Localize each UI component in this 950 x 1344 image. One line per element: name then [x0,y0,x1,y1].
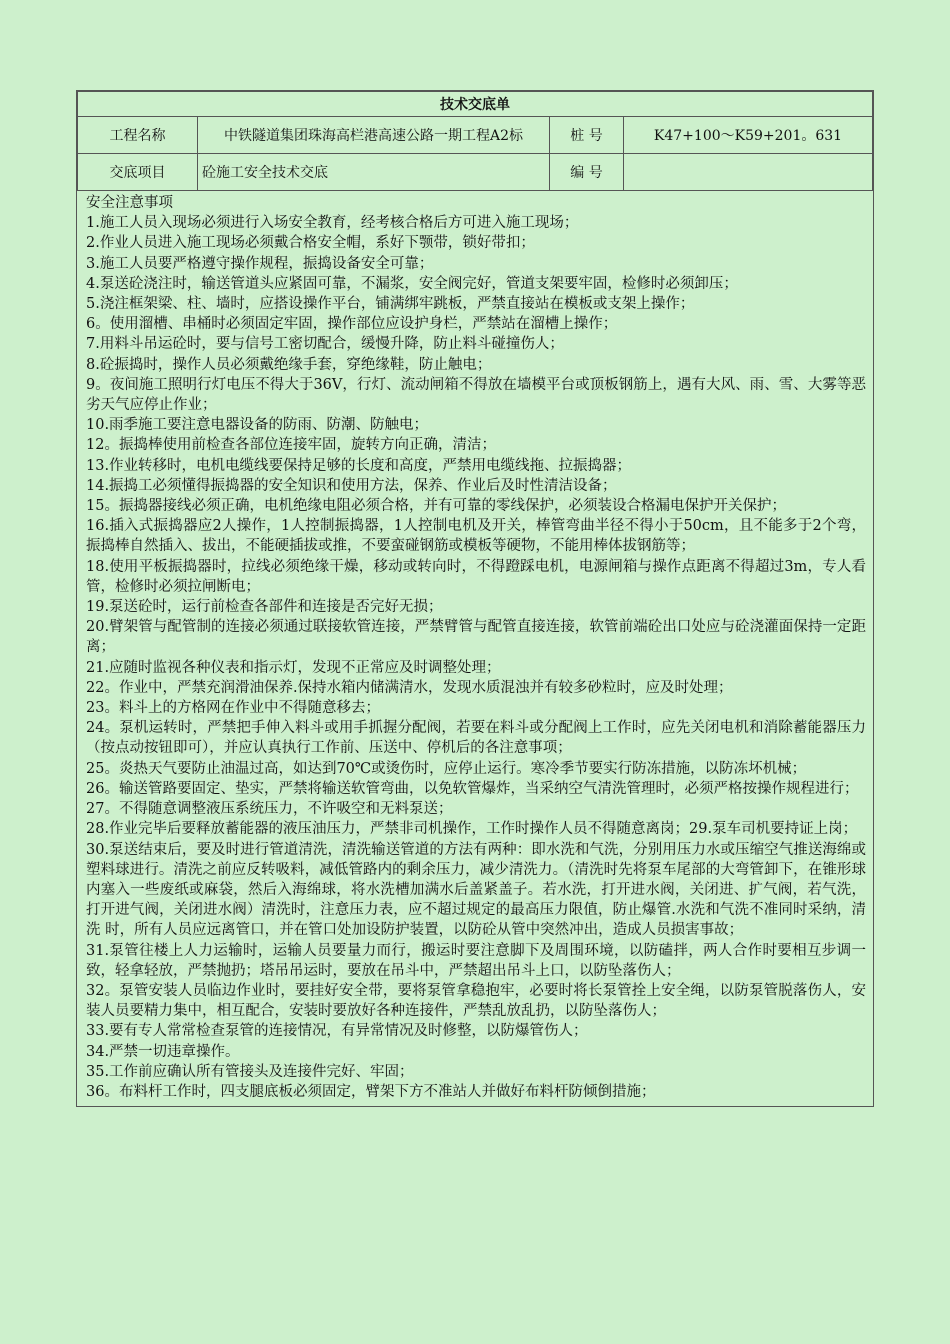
safety-item: 14.振捣工必须懂得振捣器的安全知识和使用方法，保养、作业后及时性清洁设备； [86,477,617,494]
safety-item: 34.严禁一切违章操作。 [86,1043,240,1060]
document-title: 技术交底单 [78,92,873,117]
safety-item: 20.臂架管与配管制的连接必须通过联接软管连接，严禁臂管与配管直接连接，软管前端砼出口处应与砼浇灌面保持一定距离； [86,619,866,656]
safety-item: 16.插入式振捣器应2人操作，1人控制振捣器，1人控制电机及开关，棒管弯曲半径不得小于50cm，且不能多于2个弯，振捣棒自然插入、拔出，不能硬插拔或推，不要蛮碰钢筋或模板等硬物，不能用棒体拔钢筋等； [86,518,866,555]
safety-item: 26。输送管路要固定、垫实，严禁将输送软管弯曲，以免软管爆炸，当采纳空气清洗管理时，必须严格按操作规程进行； [86,780,859,797]
safety-item: 23。料斗上的方格网在作业中不得随意移去； [86,700,380,717]
project-name-value: 中铁隧道集团珠海高栏港高速公路一期工程A2标 [198,117,550,154]
safety-item: 15。振捣器接线必须正确，电机绝缘电阻必须合格，并有可靠的零线保护，必须装设合格漏电保护开关保护； [86,498,786,515]
safety-item: 12。振捣棒使用前检查各部位连接牢固，旋转方向正确，清洁； [86,437,496,454]
station-value: K47+100～K59+201。631 [624,117,873,154]
section-heading: 安全注意事项 [86,195,173,211]
safety-notes-body [77,191,873,1106]
number-value [624,154,873,191]
safety-item: 35.工作前应确认所有管接头及连接件完好、牢固； [86,1063,414,1080]
disclosure-item-value: 砼施工安全技术交底 [198,154,550,191]
safety-item: 2.作业人员进入施工现场必须戴合格安全帽，系好下颚带，锁好带扣； [86,235,535,252]
safety-item: 4.泵送砼浇注时，输送管道头应紧固可靠，不漏浆，安全阀完好，管道支架要牢固，检修时必须卸压； [86,275,738,292]
safety-item: 19.泵送砼时，运行前检查各部件和连接是否完好无损； [86,599,443,616]
safety-item: 13.作业转移时，电机电缆线要保持足够的长度和高度，严禁用电缆线拖、拉振捣器； [86,457,632,474]
safety-item: 9。夜间施工照明行灯电压不得大于36V，行灯、流动闸箱不得放在墙模平台或顶板钢筋上，遇有大风、雨、雪、大雾等恶劣天气应停止作业； [86,376,866,414]
safety-item: 5.浇注框架梁、柱、墙时，应搭设操作平台，铺满绑牢跳板，严禁直接站在模板或支架上操作； [86,296,695,313]
safety-item: 27。不得随意调整液压系统压力，不许吸空和无料泵送； [86,801,453,818]
header-table [77,91,873,191]
safety-item: 33.要有专人常常检查泵管的连接情况，有异常情况及时修整，以防爆管伤人； [86,1023,588,1040]
safety-item: 10.雨季施工要注意电器设备的防雨、防潮、防触电； [86,417,429,434]
safety-item: 32。泵管安装人员临边作业时，要挂好安全带，要将泵管拿稳抱牢，必要时将长泵管拴上安全绳，以防泵管脱落伤人，安装人员要精力集中，相互配合，安装时要放好各种连接件，严禁乱放乱扔，以防坠落伤人； [86,982,866,1020]
safety-items-list [86,213,866,1102]
disclosure-item-label: 交底项目 [78,154,198,191]
safety-item: 25。炎热天气要防止油温过高，如达到70℃或烫伤时，应停止运行。寒冷季节要实行防冻措施，以防冻坏机械； [86,760,807,777]
station-label: 桩 号 [550,117,624,154]
safety-item: 22。作业中，严禁充润滑油保养.保持水箱内储满清水，发现水质混浊并有较多砂粒时，应及时处理； [86,679,733,696]
safety-item: 30.泵送结束后，要及时进行管道清洗，清洗输送管道的方法有两种：即水洗和气洗，分别用压力水或压缩空气推送海绵或塑料球进行。清洗之前应反转吸料，减低管路内的剩余压力，减少清洗力。（清洗时先将泵车尾部的大弯管卸下，在锥形球内塞入一些废纸或麻袋，然后入海绵球，将水洗槽加满水后盖紧盖子。若水洗，打开进水阀，关闭进、扩气阀，若气洗，打开进气阀，关闭进水阀）清洗时，注意压力表，应不超过规定的最高压力限值，防止爆管.水洗和气洗不准同时采纳，清洗 时，所有人员应远离管口，并在管口处加设防护装置，以防砼从管中突然冲出，造成人员损害事故； [86,841,866,939]
safety-item: 18.使用平板振捣器时，拉线必须绝缘干燥，移动或转向时，不得蹬踩电机，电源闸箱与操作点距离不得超过3m，专人看管，检修时必须拉闸断电； [86,558,866,595]
safety-item: 36。布料杆工作时，四支腿底板必须固定，臂架下方不准站人并做好布料杆防倾倒措施； [86,1083,656,1100]
safety-item: 31.泵管往楼上人力运输时，运输人员要量力而行，搬运时要注意脚下及周围环境，以防磕拌，两人合作时要相互步调一致，轻拿轻放，严禁抛扔；塔吊吊运时，要放在吊斗中，严禁超出吊斗上口，以防坠落伤人； [86,942,866,979]
safety-item: 21.应随时监视各种仪表和指示灯，发现不正常应及时调整处理； [86,659,501,676]
safety-item: 7.用料斗吊运砼时，要与信号工密切配合，缓慢升降，防止料斗碰撞伤人； [86,336,564,353]
number-label: 编 号 [550,154,624,191]
technical-disclosure-sheet [76,90,874,1107]
safety-item: 28.作业完毕后要释放蓄能器的液压油压力，严禁非司机操作，工作时操作人员不得随意离岗；29.泵车司机要持证上岗； [86,821,858,838]
safety-item: 3.施工人员要严格遵守操作规程，振捣设备安全可靠； [86,255,434,272]
safety-item: 8.砼振捣时，操作人员必须戴绝缘手套，穿绝缘鞋，防止触电； [86,356,492,373]
project-name-label: 工程名称 [78,117,198,154]
safety-item: 24。泵机运转时，严禁把手伸入料斗或用手抓握分配阀，若要在料斗或分配阀上工作时，应先关闭电机和消除蓄能器压力（按点动按钮即可），并应认真执行工作前、压送中、停机后的各注意事项； [86,720,866,757]
safety-item: 1.施工人员入现场必须进行入场安全教育，经考核合格后方可进入施工现场； [86,215,579,232]
safety-item: 6。使用溜槽、串桶时必须固定牢固，操作部位应设护身栏，严禁站在溜槽上操作； [86,316,618,333]
